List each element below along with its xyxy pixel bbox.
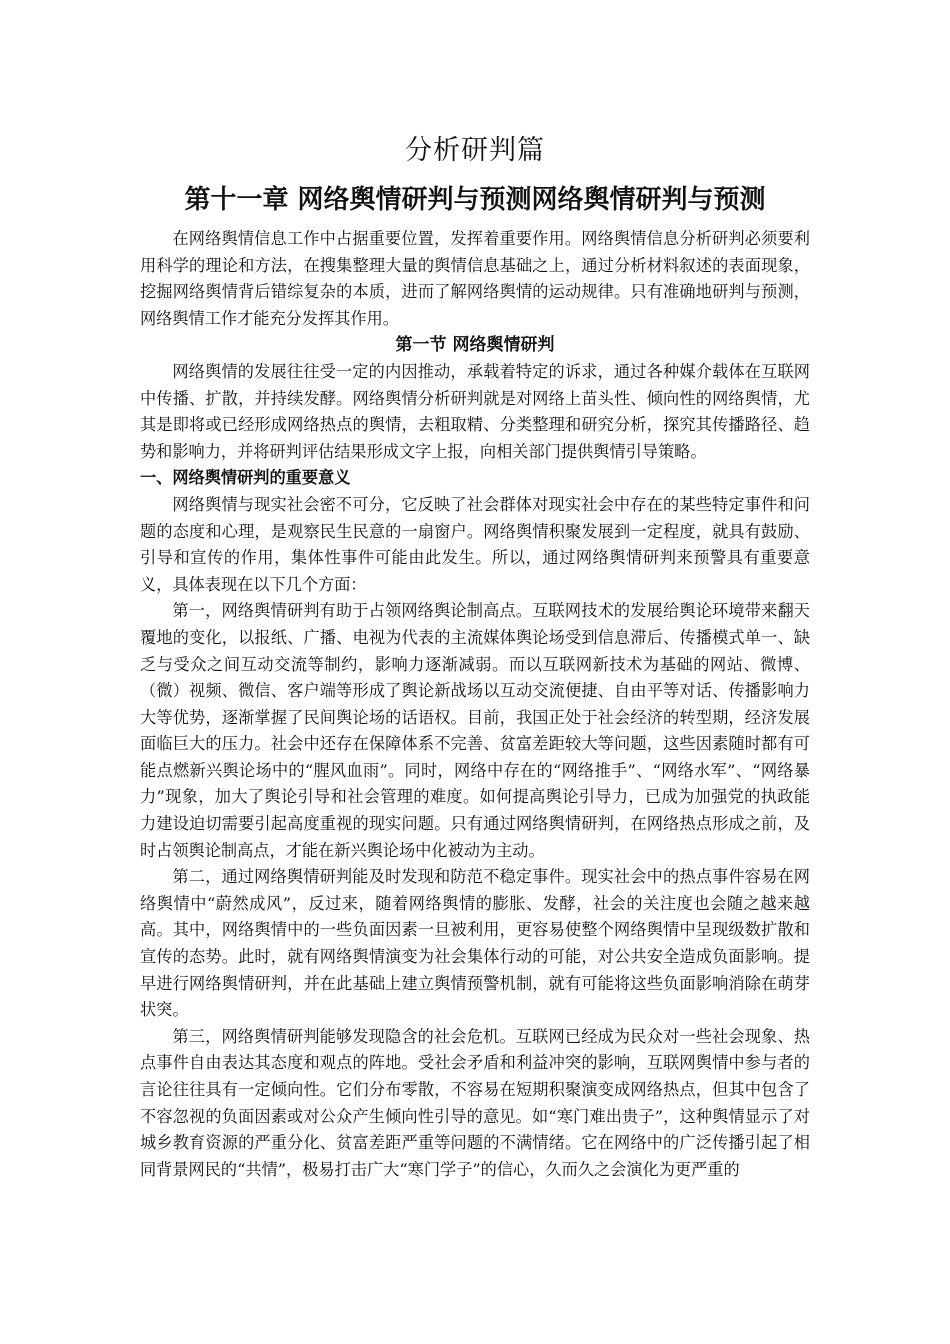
- part-title: 分析研判篇: [405, 135, 545, 166]
- body-text: [140, 226, 810, 1183]
- section-title: 第一节 网络舆情研判: [395, 335, 555, 356]
- intro-paragraph: 在网络舆情信息工作中占据重要位置，发挥着重要作用。网络舆情信息分析研判必须要利用科学的理论和方法，在搜集整理大量的舆情信息基础之上，通过分析材料叙述的表面现象，挖掘网络舆情背后错综复杂的本质，进而了解网络舆情的运动规律。只有准确地研判与预测，网络舆情工作才能充分发挥其作用。: [140, 229, 810, 328]
- body-paragraph: 第一，网络舆情研判有助于占领网络舆论制高点。互联网技术的发展给舆论环境带来翻天覆地的变化，以报纸、广播、电视为代表的主流媒体舆论场受到信息滞后、传播模式单一、缺乏与受众之间互动交流等制约，影响力逐渐减弱。而以互联网新技术为基础的网站、微博、（微）视频、微信、客户端等形成了舆论新战场以互动交流便捷、自由平等对话、传播影响力大等优势，逐渐掌握了民间舆论场的话语权。目前，我国正处于社会经济的转型期，经济发展面临巨大的压力。社会中还存在保障体系不完善、贫富差距较大等问题，这些因素随时都有可能点燃新兴舆论场中的“腥风血雨”。同时，网络中存在的“网络推手”、“网络水军”、“网络暴力”现象，加大了舆论引导和社会管理的难度。如何提高舆论引导力，已成为加强党的执政能力建设迫切需要引起高度重视的现实问题。只有通过网络舆情研判，在网络热点形成之前，及时占领舆论制高点，才能在新兴舆论场中化被动为主动。: [140, 601, 810, 860]
- body-paragraph: 第二，通过网络舆情研判能及时发现和防范不稳定事件。现实社会中的热点事件容易在网络舆情中“蔚然成风”，反过来，随着网络舆情的膨胀、发酵，社会的关注度也会随之越来越高。其中，网络舆情中的一些负面因素一旦被利用，更容易使整个网络舆情中呈现级数扩散和宣传的态势。此时，就有网络舆情演变为社会集体行动的可能，对公共安全造成负面影响。提早进行网络舆情研判，并在此基础上建立舆情预警机制，就有可能将这些负面影响消除在萌芽状突。: [140, 867, 810, 1020]
- body-paragraph: 网络舆情与现实社会密不可分，它反映了社会群体对现实社会中存在的某些特定事件和问题的态度和心理，是观察民生民意的一扇窗户。网络舆情积聚发展到一定程度，就具有鼓励、引导和宣传的作用，集体性事件可能由此发生。所以，通过网络舆情研判来预警具有重要意义，具体表现在以下几个方面：: [140, 494, 810, 594]
- subsection-title: 一、网络舆情研判的重要意义: [140, 468, 351, 488]
- section-paragraph: 网络舆情的发展往往受一定的内因推动，承载着特定的诉求，通过各种媒介载体在互联网中传播、扩散，并持续发酵。网络舆情分析研判就是对网络上苗头性、倾向性的网络舆情，尤其是即将或已经形成网络热点的舆情，去粗取精、分类整理和研究分析，探究其传播路径、趋势和影响力，并将研判评估结果形成文字上报，向相关部门提供舆情引导策略。: [140, 361, 810, 461]
- body-paragraph: 第三，网络舆情研判能够发现隐含的社会危机。互联网已经成为民众对一些社会现象、热点事件自由表达其态度和观点的阵地。受社会矛盾和利益冲突的影响，互联网舆情中参与者的言论往往具有一定倾向性。它们分布零散，不容易在短期积聚演变成网络热点，但其中包含了不容忽视的负面因素或对公众产生倾向性引导的意见。如“寒门难出贵子”，这种舆情显示了对城乡教育资源的严重分化、贫富差距严重等问题的不满情绪。它在网络中的广泛传播引起了相同背景网民的“共情”，极易打击广大“寒门学子”的信心，久而久之会演化为更严重的: [140, 1026, 810, 1179]
- chapter-title: 第十一章 网络舆情研判与预测网络舆情研判与预测: [184, 185, 766, 215]
